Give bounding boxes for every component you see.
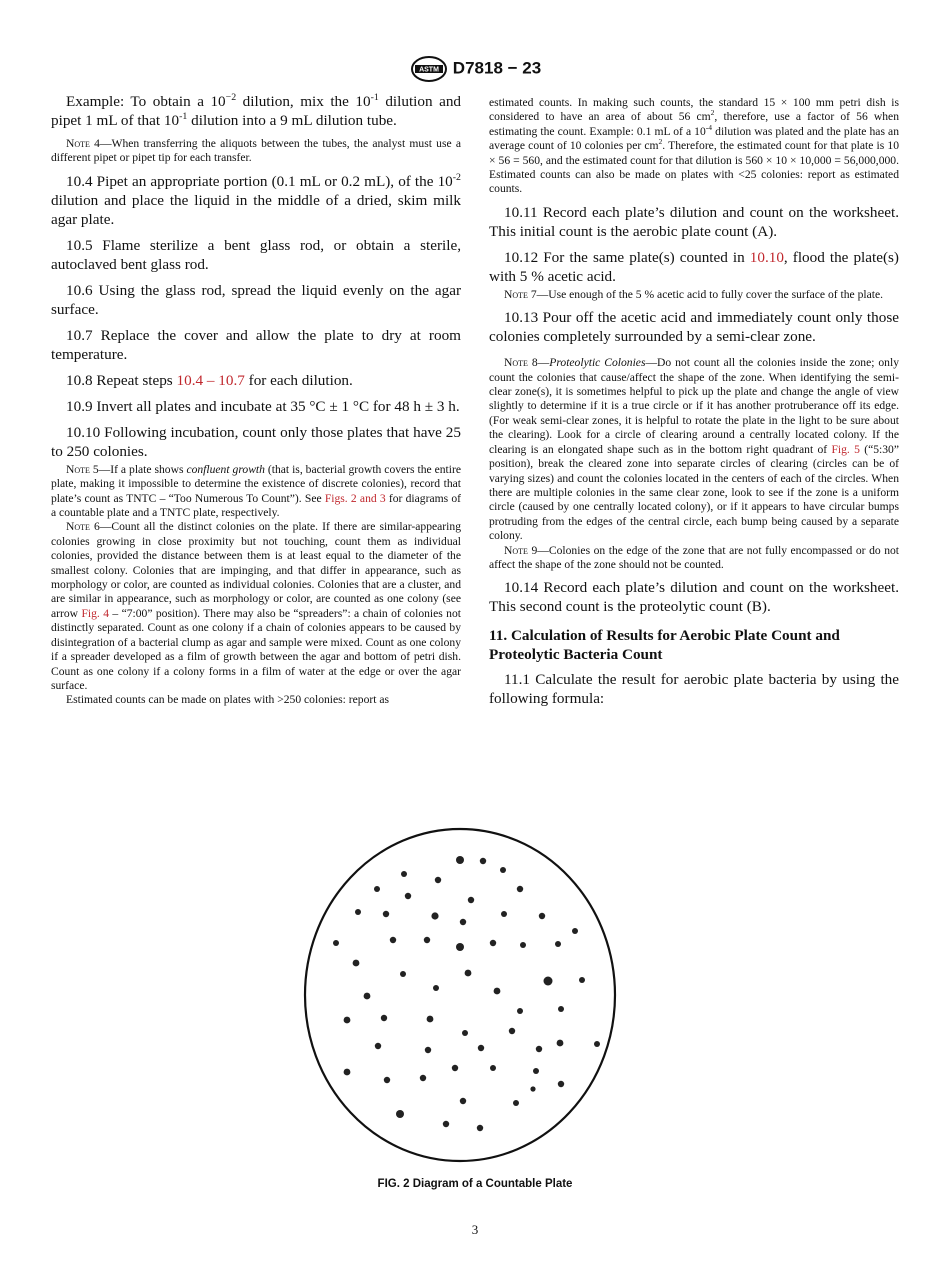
note-7: Note 7—Use enough of the 5 % acetic acid to fully cover the surface of the plate. xyxy=(504,287,884,301)
step-10-10: 10.10 Following incubation, count only those plates that have 25 to 250 colonies. xyxy=(51,423,461,460)
step-11-1: 11.1 Calculate the result for aerobic plate bacteria by using the following formula: xyxy=(489,671,899,708)
note-9: Note 9—Colonies on the edge of the zone that are not fully encompassed or do not affect the shape of the zone should not be counted. xyxy=(489,543,900,571)
link-10-4-to-10-7[interactable]: 10.4 – 10.7 xyxy=(176,371,245,389)
note-8: Note 8—Proteolytic Colonies—Do not count all the colonies inside the zone; only count the colonies that cause/affect the shape of the zone. When identifying the semi-clear zone(s), it is sometimes helpful to pick up the plate and change the angle of view slightly to determine if it is a true circle or if it has another protruberance off its edge. (For weak semi-clear zones, it is helpful to rotate the plate in the light to be sure about the clearing). Look for a circle of clearing around a centrally located colony. If the clearing is an elongated shape such as in the bottom right quadrant of Fig. 5 (“5:30” position), break the cleared zone into separate circles of clearing (circles can be of varying sizes) and count the colonies located in the centers of each of the circles. When there are multiple colonies in the same clear zone, look to see if the zone is a uniform circle (caused by one centrally located colony), or if it appears to have circular bumps protruding from the edges of the central circle, each bump being caused by a separate colony. xyxy=(489,356,899,543)
page-header xyxy=(0,56,950,82)
note-6-continued: Estimated counts can be made on plates with >250 colonies: report as xyxy=(66,693,390,707)
step-10-14: 10.14 Record each plate’s dilution and count on the worksheet. This second count is the proteolytic count (B). xyxy=(489,579,899,616)
document-designation: D7818 − 23 xyxy=(452,58,542,78)
link-10-10[interactable]: 10.10 xyxy=(749,248,784,266)
astm-logo-icon xyxy=(409,56,449,82)
link-fig-5[interactable]: Fig. 5 xyxy=(831,442,860,456)
step-10-13: 10.13 Pour off the acetic acid and immediately count only those colonies completely surrounded by a semi-clear zone. xyxy=(489,309,899,346)
step-10-12: 10.12 For the same plate(s) counted in 10.10, flood the plate(s) with 5 % acetic acid. xyxy=(489,248,899,285)
left-column xyxy=(51,92,461,708)
step-10-7: 10.7 Replace the cover and allow the plate to dry at room temperature. xyxy=(51,326,461,363)
step-10-9: 10.9 Invert all plates and incubate at 35 °C ± 1 °C for 48 h ± 3 h. xyxy=(66,397,460,415)
estimated-counts-continued: estimated counts. In making such counts, the standard 15 × 100 mm petri dish is considered to have an area of about 56 $cm^2$, therefore, use a factor of 56 when estimating the count. Example: 0.1 mL of a $10^{-4}$ dilution was plated and the plate has an average count of 10 colonies per $cm^2$. Therefore, the estimated count for that plate is 10 × 56 = 560, and the estimated count for that dilution is 560 × 10 × 10,000 = 56,000,000. Estimated counts can also be made on plates with <25 colonies: report as estimated counts. xyxy=(489,96,899,196)
note-4: Note 4—When transferring the aliquots between the tubes, the analyst must use a different pipet or pipet tip for each transfer. xyxy=(51,137,461,165)
step-10-11: 10.11 Record each plate’s dilution and count on the worksheet. This initial count is the aerobic plate count (A). xyxy=(489,203,899,240)
right-column xyxy=(489,96,899,715)
step-10-4: 10.4 Pipet an appropriate portion (0.1 mL or 0.2 mL), of the $10^{-2}$ dilution and place the liquid in the middle of a dried, skim milk agar plate. xyxy=(51,171,461,228)
note-6: Note 6—Count all the distinct colonies on the plate. If there are similar-appearing colonies growing in close proximity but not touching, count them as individual colonies, provided the distance between them is at least equal to the diameter of the smallest colony. Colonies that are impinging, and that differ in appearance, such as morphology or color, are counted as individual colonies. Colonies that are a cluster, and are similar in appearance, such as morphology or color, are counted as one colony (see arrow Fig. 4 – “7:00” position). There may also be “spreaders”: a chain of colonies not distinctly separated. Count as one colony if a chain of colonies appears to be caused by disintegration of a bacterial clump as agar and sample were mixed. Count as one colony if a spreader developed as a film of growth between the agar and bottom of petri dish. Count as one colony if a colony forms in a film of water at the edge or over the agar surface. xyxy=(51,520,461,692)
note-5: Note 5—If a plate shows confluent growth (that is, bacterial growth covers the entire plate, making it impossible to determine the existence of discrete colonies), record that plate’s count as TNTC – “Too Numerous To Count”). See Figs. 2 and 3 for diagrams of a countable plate and a TNTC plate, respectively. xyxy=(51,462,462,520)
page-number: 3 xyxy=(471,1222,479,1237)
astm-logo-text: ASTM xyxy=(418,66,439,74)
section-11-heading: 11. Calculation of Results for Aerobic Plate Count and Proteolytic Bacteria Count xyxy=(489,627,840,664)
figure-caption: FIG. 2 Diagram of a Countable Plate xyxy=(377,1178,573,1190)
link-fig-4[interactable]: Fig. 4 xyxy=(81,606,109,620)
step-10-6: 10.6 Using the glass rod, spread the liquid evenly on the agar surface. xyxy=(51,281,461,318)
step-10-8: 10.8 Repeat steps 10.4 – 10.7 for each dilution. xyxy=(66,371,353,389)
step-10-5: 10.5 Flame sterilize a bent glass rod, or obtain a sterile, autoclaved bent glass rod. xyxy=(51,236,461,273)
dilution-example: Example: To obtain a $10^{-2}$ dilution, mix the $10^{-1}$ dilution and pipet 1 mL of that $10^{-1}$ dilution into a 9 mL dilution tube. xyxy=(51,91,462,129)
link-figs-2-3[interactable]: Figs. 2 and 3 xyxy=(324,491,386,505)
countable-plate-diagram xyxy=(300,824,620,1169)
